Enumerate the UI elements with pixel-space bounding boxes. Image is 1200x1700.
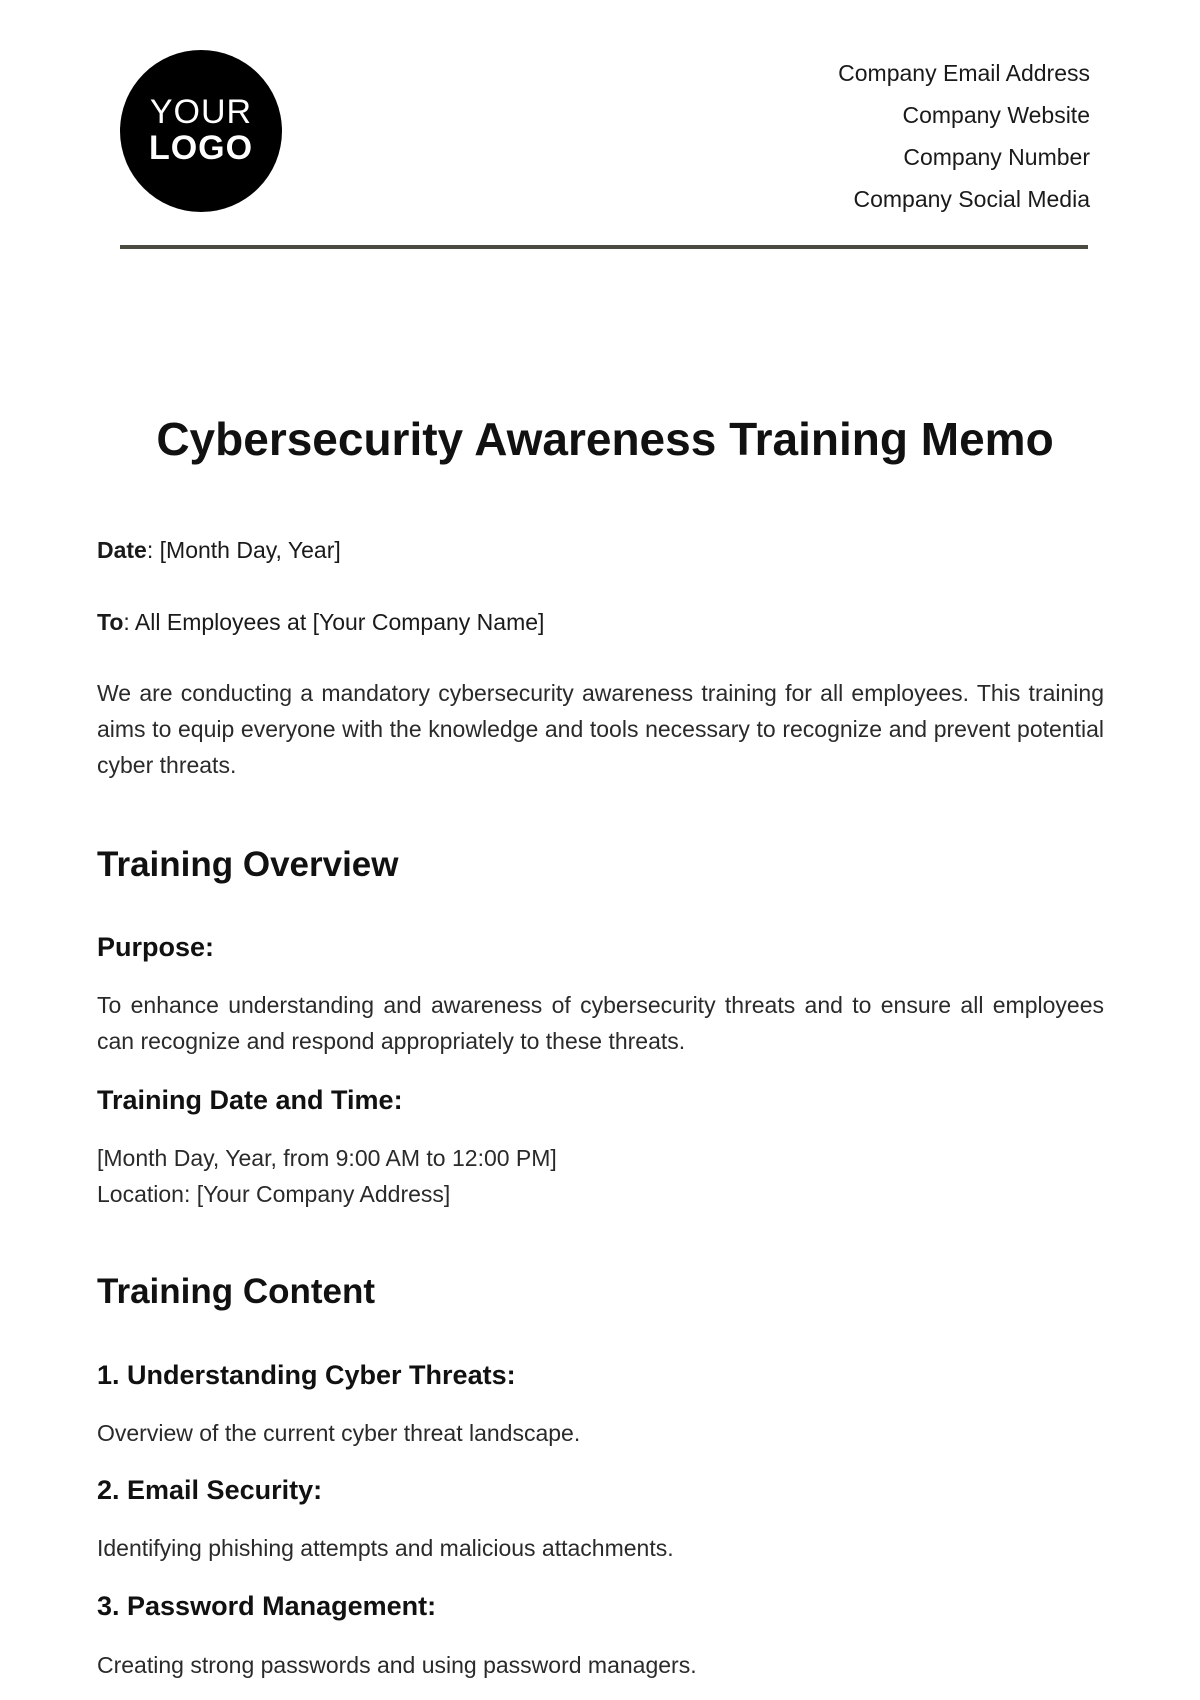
content-item-heading: 3. Password Management: <box>97 1591 437 1621</box>
intro-paragraph: We are conducting a mandatory cybersecurity awareness training for all employees. This training aims to equip everyone with the knowledge and tools necessary to recognize and prevent potential cyber threats. <box>97 680 1104 778</box>
to-line <box>97 607 544 637</box>
company-logo <box>120 50 282 212</box>
company-social-media: Company Social Media <box>853 186 1090 212</box>
date-line <box>97 535 341 565</box>
to-value: : All Employees at [Your Company Name] <box>123 609 545 635</box>
logo-text-bottom: LOGO <box>148 129 254 167</box>
training-datetime-heading: Training Date and Time: <box>97 1085 403 1115</box>
header-divider <box>120 245 1088 249</box>
content-item-text: Creating strong passwords and using password managers. <box>97 1652 697 1678</box>
training-location: Location: [Your Company Address] <box>97 1181 451 1207</box>
company-website: Company Website <box>902 102 1090 128</box>
memo-title: Cybersecurity Awareness Training Memo <box>156 413 1054 465</box>
training-content-heading: Training Content <box>97 1272 376 1311</box>
date-value: : [Month Day, Year] <box>146 537 341 563</box>
purpose-heading: Purpose: <box>97 932 215 962</box>
content-item-text: Identifying phishing attempts and malicious attachments. <box>97 1535 674 1561</box>
training-datetime: [Month Day, Year, from 9:00 AM to 12:00 PM] <box>97 1145 557 1171</box>
company-contact-block <box>838 52 1090 220</box>
company-number: Company Number <box>903 144 1090 170</box>
date-label: Date <box>97 537 147 563</box>
company-email: Company Email Address <box>838 60 1090 86</box>
purpose-text: To enhance understanding and awareness of cybersecurity threats and to ensure all employees can recognize and respond appropriately to these threats. <box>97 992 1104 1054</box>
training-overview-heading: Training Overview <box>97 845 399 884</box>
logo-text-top: YOUR <box>149 93 253 132</box>
content-item-heading: 1. Understanding Cyber Threats: <box>97 1360 516 1390</box>
to-label: To <box>97 609 124 635</box>
content-item-text: Overview of the current cyber threat landscape. <box>97 1420 581 1446</box>
content-item-heading: 2. Email Security: <box>97 1475 323 1505</box>
